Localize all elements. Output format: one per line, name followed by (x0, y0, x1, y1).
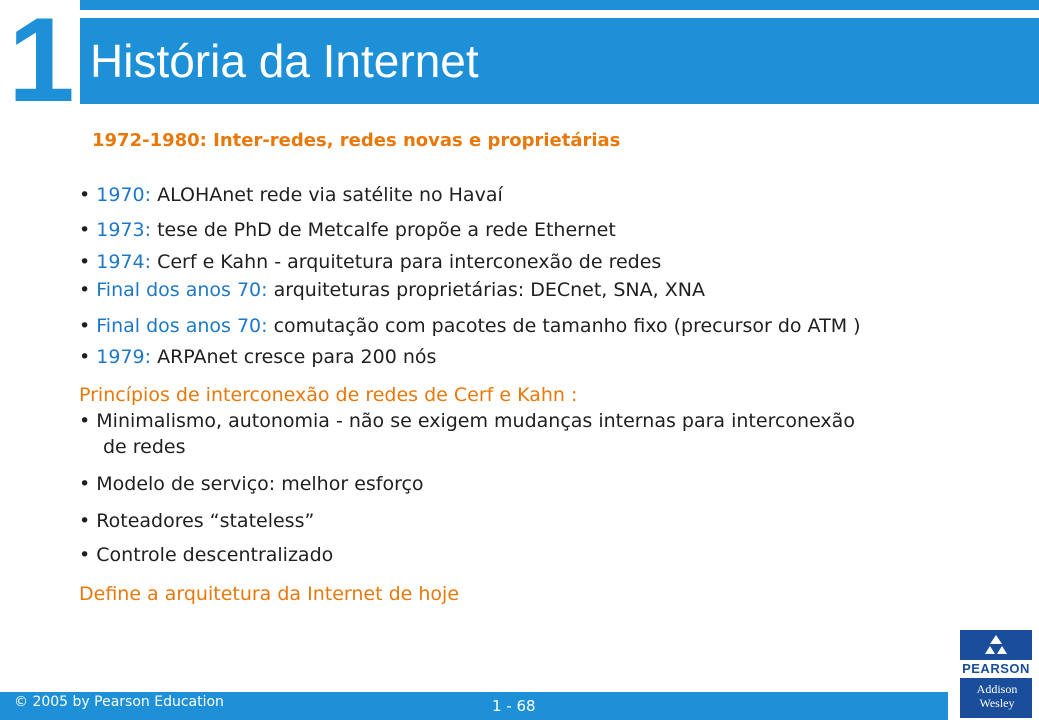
addison-wesley-wordmark: Addison Wesley (976, 682, 1018, 710)
slide-subtitle: 1972-1980: Inter-redes, redes novas e proprietárias (92, 130, 621, 151)
bullet-icon: • (79, 251, 91, 273)
chapter-number: 1 (8, 0, 75, 127)
bullet-item: • 1973: tese de PhD de Metcalfe propõe a rede Ethernet (79, 219, 616, 241)
principles-heading: Princípios de interconexão de redes de Cerf e Kahn : (79, 384, 578, 406)
bullet-icon: • (79, 279, 91, 301)
pearson-logo (960, 630, 1032, 718)
bullet-icon: • (79, 544, 91, 566)
bullet-item: • 1974: Cerf e Kahn - arquitetura para interconexão de redes (79, 251, 662, 273)
principle-item-continuation: de redes (103, 436, 186, 458)
bullet-item: • Final dos anos 70: comutação com pacotes de tamanho fixo (precursor do ATM ) (79, 315, 861, 337)
principle-item: • Controle descentralizado (79, 544, 334, 566)
bullet-icon: • (79, 473, 91, 495)
pearson-logo-icon (982, 634, 1010, 658)
bullet-item: • 1970: ALOHAnet rede via satélite no Havaí (79, 184, 503, 206)
footer-bar (0, 692, 948, 720)
page-number: 1 - 68 (492, 697, 536, 715)
bullet-item: • 1979: ARPAnet cresce para 200 nós (79, 346, 437, 368)
principle-item: • Modelo de serviço: melhor esforço (79, 473, 424, 495)
copyright-text: © 2005 by Pearson Education (14, 694, 224, 710)
bullet-icon: • (79, 510, 91, 532)
bullet-icon: • (79, 315, 91, 337)
bullet-icon: • (79, 219, 91, 241)
conclusion-text: Define a arquitetura da Internet de hoje (79, 583, 460, 605)
bullet-icon: • (79, 346, 91, 368)
principle-item: • Roteadores “stateless” (79, 510, 315, 532)
bullet-icon: • (79, 184, 91, 206)
top-accent-bar (80, 0, 1039, 10)
pearson-wordmark: PEARSON (960, 660, 1032, 678)
principle-item: • Minimalismo, autonomia - não se exigem mudanças internas para interconexão (79, 410, 855, 432)
title-bar (80, 18, 1039, 104)
bullet-icon: • (79, 410, 91, 432)
bullet-item: • Final dos anos 70: arquiteturas proprietárias: DECnet, SNA, XNA (79, 279, 705, 301)
slide-title: História da Internet (90, 35, 479, 87)
